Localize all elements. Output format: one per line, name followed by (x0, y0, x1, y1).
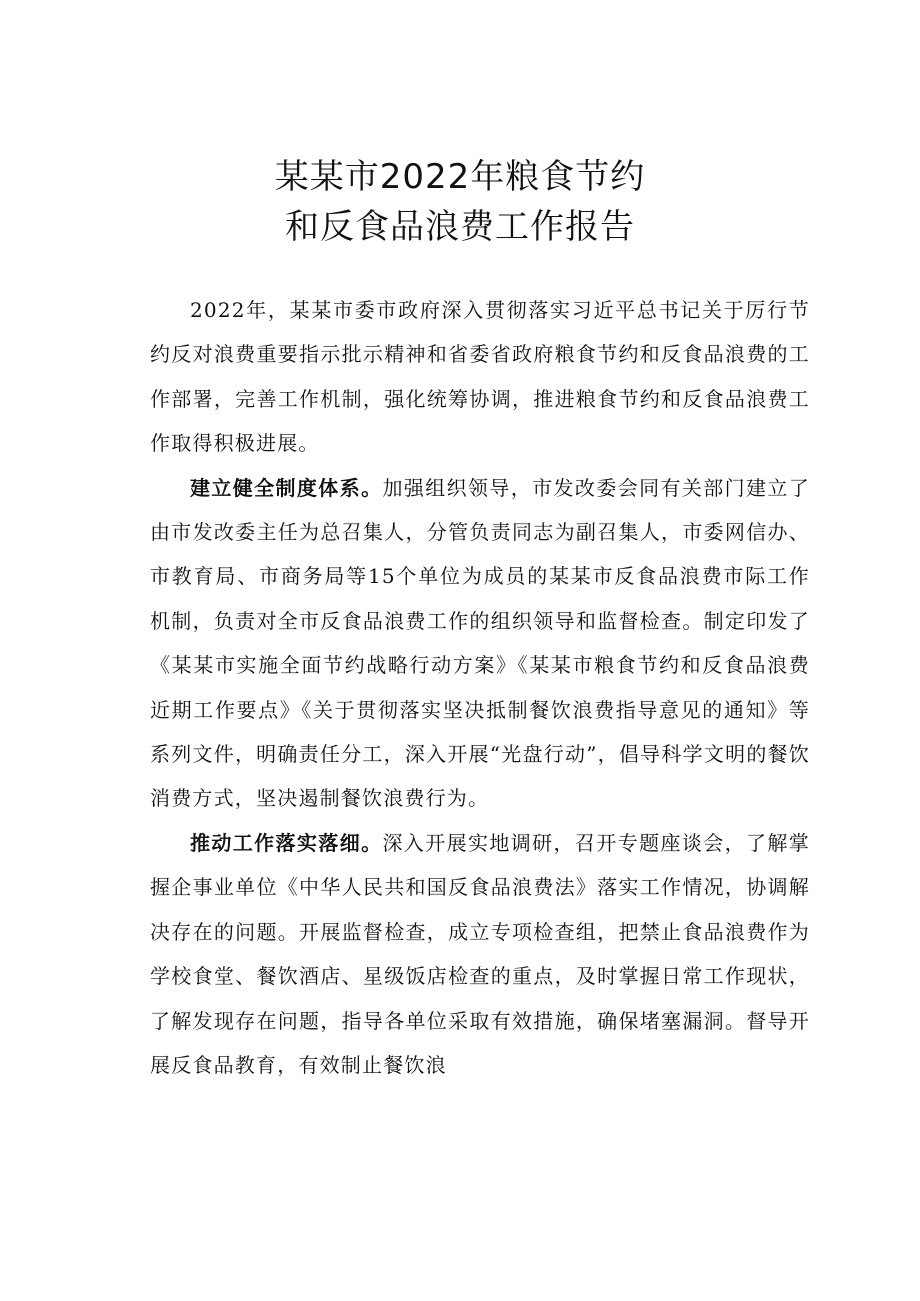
paragraph-system (150, 466, 810, 821)
paragraph-text: 2022年，某某市委市政府深入贯彻落实习近平总书记关于厉行节约反对浪费重要指示批示精神和省委省政府粮食节约和反食品浪费的工作部署，完善工作机制，强化统筹协调，推进粮食节约和反食品浪费工作取得积极进展。 (150, 298, 810, 456)
page-title (0, 152, 920, 252)
document-body (150, 288, 810, 1087)
title-line-2: 和反食品浪费工作报告 (285, 207, 635, 247)
paragraph-heading: 建立健全制度体系。 (190, 475, 383, 500)
paragraph-heading: 推动工作落实落细。 (190, 830, 383, 855)
paragraph-intro (150, 288, 810, 466)
title-line-1: 某某市2022年粮食节约 (274, 157, 646, 197)
paragraph-implementation (150, 821, 810, 1087)
paragraph-text: 加强组织领导，市发改委会同有关部门建立了由市发改委主任为总召集人，分管负责同志为副召集人，市委网信办、市教育局、市商务局等15个单位为成员的某某市反食品浪费市际工作机制，负责对全市反食品浪费工作的组织领导和监督检查。制定印发了《某某市实施全面节约战略行动方案》《某某市粮食节约和反食品浪费近期工作要点》《关于贯彻落实坚决抵制餐饮浪费指导意见的通知》等系列文件，明确责任分工，深入开展“光盘行动”，倡导科学文明的餐饮消费方式，坚决遏制餐饮浪费行为。 (150, 475, 810, 811)
paragraph-text: 深入开展实地调研，召开专题座谈会，了解掌握企事业单位《中华人民共和国反食品浪费法》落实工作情况，协调解决存在的问题。开展监督检查，成立专项检查组，把禁止食品浪费作为学校食堂、餐饮酒店、星级饭店检查的重点，及时掌握日常工作现状，了解发现存在问题，指导各单位采取有效措施，确保堵塞漏洞。督导开展反食品教育，有效制止餐饮浪 (150, 830, 810, 1077)
